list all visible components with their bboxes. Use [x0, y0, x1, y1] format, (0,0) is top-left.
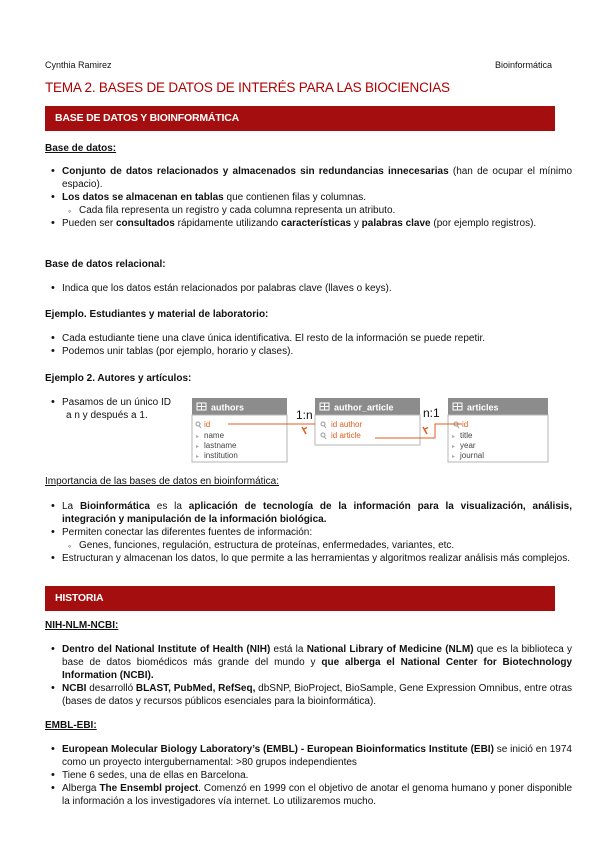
key-connector-icon — [302, 427, 307, 434]
sublist — [62, 204, 572, 217]
list-base-de-datos — [45, 165, 572, 230]
list-embl — [45, 743, 572, 808]
table-articles — [448, 398, 548, 462]
list-item: • Tiene 6 sedes, una de ellas en Barcelona. — [62, 769, 572, 782]
list-item: • Pasamos de un único ID a n y después a 1. — [62, 396, 202, 422]
field-authors-lastname: lastname — [204, 441, 237, 450]
list-item: • European Molecular Biology Laboratory’s (EMBL) - European Bioinformatics Institute (EBI) se inició en 1974 como un proyecto intergubernamental: >80 grupos independientes — [62, 743, 572, 769]
heading-embl: EMBL-EBI: — [45, 720, 97, 731]
list-item: ◦ Genes, funciones, regulación, estructura de proteínas, enfermedades, variantes, etc. — [79, 539, 572, 552]
list-item: • Estructuran y almacenan los datos, lo que permite a las herramientas y algoritmos realizar análisis más complejos. — [62, 552, 572, 565]
heading-nih: NIH-NLM-NCBI: — [45, 620, 119, 631]
field-id-author: id author — [331, 420, 363, 429]
header-subject: Bioinformática — [494, 60, 552, 70]
relation-label-n1: n:1 — [423, 406, 440, 420]
list-item: • Conjunto de datos relacionados y almacenados sin redundancias innecesarias (han de ocupar el mínimo espacio). — [62, 165, 572, 191]
list-nih — [45, 643, 572, 708]
list-item: • Permiten conectar las diferentes fuentes de información: ◦ Genes, funciones, regulación, estructura de proteínas, enfermedades, variantes, etc. — [62, 526, 572, 552]
list-item: • Dentro del National Institute of Health (NIH) está la National Library of Medicine (NLM) que es la biblioteca y base de datos biomédicos más grande del mundo y que alberga el National Center for Biotechnology Information (NCBI). — [62, 643, 572, 682]
list-item: • Pueden ser consultados rápidamente utilizando características y palabras clave (por ejemplo registros). — [62, 217, 572, 230]
field-authors-institution: institution — [204, 451, 238, 460]
table-author-article-name: author_article — [334, 402, 394, 413]
heading-ejemplo-2: Ejemplo 2. Autores y artículos: — [45, 373, 192, 384]
list-item: ◦ Cada fila representa un registro y cada columna representa un atributo. — [79, 204, 572, 217]
section-bar-databases: BASE DE DATOS Y BIOINFORMÁTICA — [45, 106, 555, 131]
er-diagram — [190, 398, 550, 466]
field-arrow-icon: ▸ — [452, 434, 456, 440]
field-authors-name: name — [204, 431, 225, 440]
list-item: • Indica que los datos están relacionados por palabras clave (llaves o keys). — [62, 282, 572, 295]
list-item: • Alberga The Ensembl project. Comenzó en 1999 con el objetivo de anotar el genoma humano y poner disponible la información a los investigadores vía internet. Lo utilizaremos mucho. — [62, 782, 572, 808]
field-articles-year: year — [460, 441, 476, 450]
field-arrow-icon: ▸ — [452, 454, 456, 460]
heading-ejemplo-1: Ejemplo. Estudiantes y material de laboratorio: — [45, 309, 269, 320]
list-item: • Cada estudiante tiene una clave única identificativa. El resto de la información se puede repetir. — [62, 332, 572, 345]
sublist — [62, 539, 572, 552]
heading-relacional: Base de datos relacional: — [45, 259, 166, 270]
table-authors — [192, 398, 287, 462]
table-articles-name: articles — [467, 402, 499, 413]
field-articles-journal: journal — [460, 451, 485, 460]
header-author: Cynthia Ramirez — [45, 60, 112, 70]
field-arrow-icon: ▸ — [196, 434, 200, 440]
key-connector-icon — [423, 427, 428, 434]
table-authors-name: authors — [211, 402, 245, 413]
list-importancia — [45, 500, 572, 565]
heading-base-de-datos: Base de datos: — [45, 143, 117, 154]
field-id-article: id article — [331, 431, 361, 440]
list-relacional — [45, 282, 572, 295]
field-arrow-icon: ▸ — [452, 444, 456, 450]
list-ejemplo-1 — [45, 332, 572, 358]
heading-importancia: Importancia de las bases de datos en bioinformática: — [45, 476, 280, 487]
field-arrow-icon: ▸ — [196, 444, 200, 450]
list-item: • La Bioinformática es la aplicación de tecnología de la información para la visualización, análisis, integración y manipulación de la información biológica. — [62, 500, 572, 526]
relation-label-1n: 1:n — [296, 408, 313, 422]
section-bar-historia: HISTORIA — [45, 586, 555, 611]
list-item: • Los datos se almacenan en tablas que contienen filas y columnas. ◦ Cada fila representa un registro y cada columna representa un atributo. — [62, 191, 572, 217]
field-articles-title: title — [460, 431, 473, 440]
field-articles-id: id — [462, 420, 469, 429]
list-ejemplo-2 — [45, 396, 202, 422]
page-title: TEMA 2. BASES DE DATOS DE INTERÉS PARA LAS BIOCIENCIAS — [45, 80, 450, 95]
list-item: • NCBI desarrolló BLAST, PubMed, RefSeq, dbSNP, BioProject, BioSample, Gene Expression Omnibus, entre otras (bases de datos y recursos públicos esenciales para la bioinformática). — [62, 682, 572, 708]
field-authors-id: id — [204, 420, 211, 429]
list-item: • Podemos unir tablas (por ejemplo, horario y clases). — [62, 345, 572, 358]
field-arrow-icon: ▸ — [196, 454, 200, 460]
